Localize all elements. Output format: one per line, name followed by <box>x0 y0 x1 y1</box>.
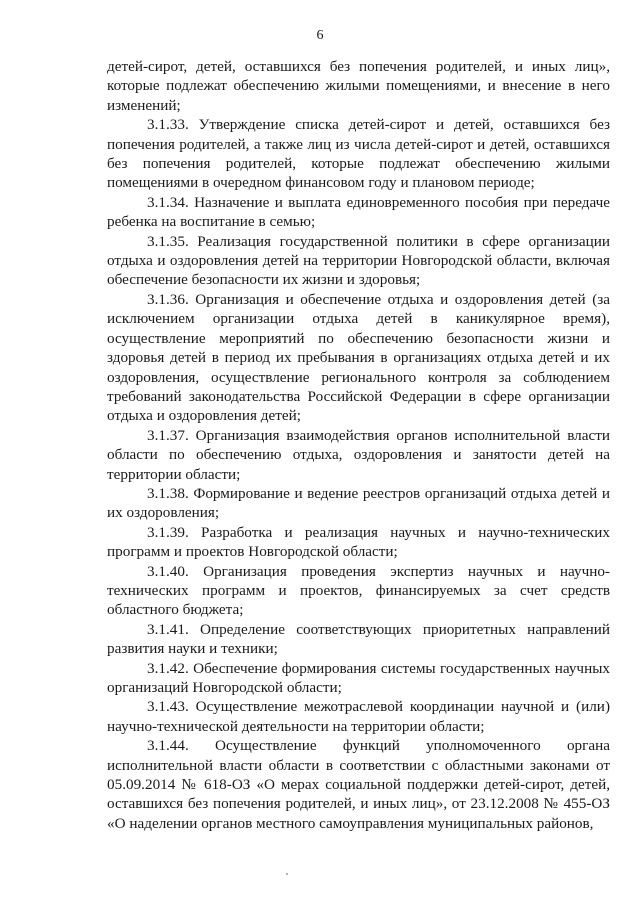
paragraph-3-1-36: 3.1.36. Организация и обеспечение отдыха и оздоровления детей (за исключением организации отдыха детей в каникулярное время), осуществление мероприятий по обеспечению безопасности жизни и здоровья детей в период их пребывания в организациях отдыха детей и их оздоровления, осуществление регионального контроля за соблюдением требований законодательства Российской Федерации в сфере организации отдыха и оздоровления детей; <box>107 290 610 425</box>
paragraph-3-1-43: 3.1.43. Осуществление межотраслевой координации научной и (или) научно-технической деятельности на территории области; <box>107 698 610 735</box>
document-body <box>107 57 610 833</box>
paragraph-continuation: детей-сирот, детей, оставшихся без попечения родителей, и иных лиц», которые подлежат обеспечению жилыми помещениями, и внесение в него изменений; <box>107 58 610 114</box>
paragraph-3-1-40: 3.1.40. Организация проведения экспертиз научных и научно-технических программ и проектов, финансируемых за счет средств областного бюджета; <box>107 562 610 619</box>
page-number: 6 <box>316 28 324 43</box>
paragraph-3-1-42: 3.1.42. Обеспечение формирования системы государственных научных организаций Новгородской области; <box>107 659 610 696</box>
paragraph-3-1-35: 3.1.35. Реализация государственной политики в сфере организации отдыха и оздоровления детей на территории Новгородской области, включая обеспечение безопасности их жизни и здоровья; <box>107 232 610 289</box>
scan-speck <box>286 873 288 875</box>
paragraph-3-1-37: 3.1.37. Организация взаимодействия органов исполнительной власти области по обеспечению отдыха, оздоровления и занятости детей на территории области; <box>107 426 610 483</box>
paragraph-3-1-33: 3.1.33. Утверждение списка детей-сирот и детей, оставшихся без попечения родителей, а также лиц из числа детей-сирот и детей, оставшихся без попечения родителей, которые подлежат обеспечению жилыми помещениями в очередном финансовом году и плановом периоде; <box>107 116 610 192</box>
paragraph-3-1-34: 3.1.34. Назначение и выплата единовременного пособия при передаче ребенка на воспитание в семью; <box>107 193 610 231</box>
paragraph-3-1-44: 3.1.44. Осуществление функций уполномоченного органа исполнительной власти области в соответствии с областными законами от 05.09.2014 № 618-ОЗ «О мерах социальной поддержки детей-сирот, детей, оставшихся без попечения родителей, и иных лиц», от 23.12.2008 № 455-ОЗ «О наделении органов местного самоуправления муниципальных районов, <box>107 737 610 832</box>
paragraph-3-1-39: 3.1.39. Разработка и реализация научных и научно-технических программ и проектов Новгородской области; <box>107 523 610 561</box>
paragraph-3-1-41: 3.1.41. Определение соответствующих приоритетных направлений развития науки и техники; <box>107 620 610 658</box>
paragraph-3-1-38: 3.1.38. Формирование и ведение реестров организаций отдыха детей и их оздоровления; <box>107 484 610 522</box>
